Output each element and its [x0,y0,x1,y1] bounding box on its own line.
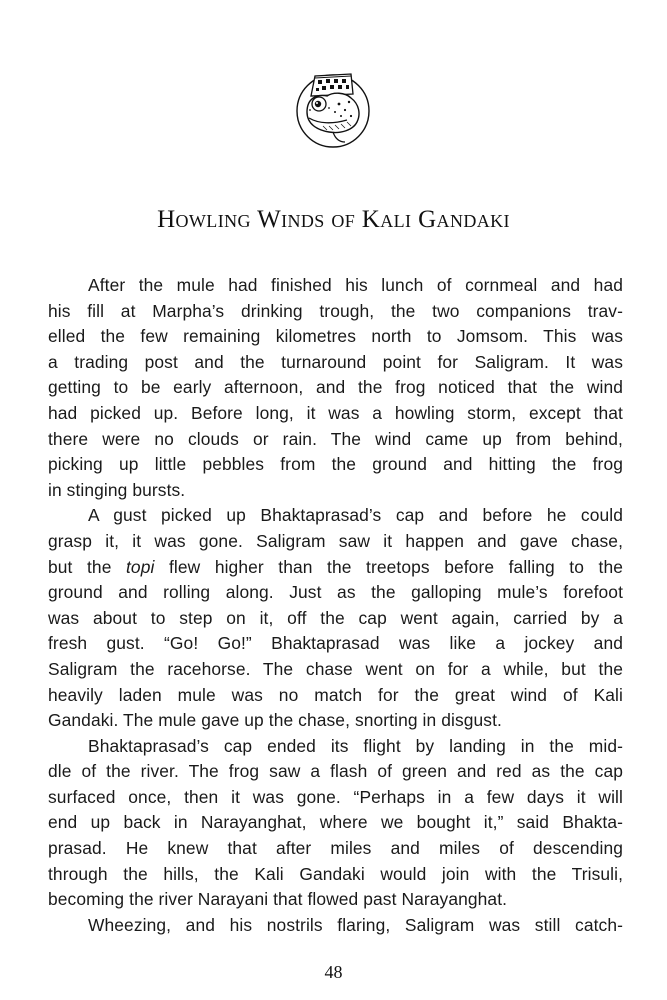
page-number: 48 [324,962,343,982]
text-line: heavily laden mule was no match for the great wind of Kali [48,684,623,705]
text-segment: flew higher than the treetops before falling to the [154,556,623,577]
text-line: prasad. He knew that after miles and miles of descending [48,838,623,859]
text-line: After the mule had finished his lunch of cornmeal and had [88,275,623,295]
text-line: through the hills, the Kali Gandaki would join with the Trisuli, [48,863,623,884]
text-segment: but the [48,556,126,577]
italic-word: topi [126,556,155,577]
text-line: picking up little pebbles from the ground and hitting the frog [48,454,623,475]
text-line: dle of the river. The frog saw a flash of green and red as the cap [48,761,623,782]
text-line: grasp it, it was gone. Saligram saw it happen and gave chase, [48,530,623,551]
paragraph [48,503,623,733]
text-line: Bhaktaprasad’s cap ended its flight by landing in the mid- [88,735,623,756]
text-line: becoming the river Narayani that flowed past Narayanghat. [48,889,508,910]
text-line: had picked up. Before long, it was a howling storm, except that [48,402,623,423]
text-line: Gandaki. The mule gave up the chase, snorting in disgust. [48,710,502,731]
text-line: was about to step on it, off the cap went again, carried by a [48,607,623,628]
text-line: ground and rolling along. Just as the galloping mule’s forefoot [48,582,623,603]
paragraph [48,913,623,939]
paragraph [48,273,623,503]
text-line: his fill at Marpha’s drinking trough, the two companions trav- [48,300,623,321]
text-line: fresh gust. “Go! Go!” Bhaktaprasad was like a jockey and [48,633,623,654]
frog-with-cap-icon [293,68,373,150]
text-line: Saligram the racehorse. The chase went on for a while, but the [48,658,623,679]
text-line: there were no clouds or rain. The wind came up from behind, [48,428,623,449]
text-line: in stinging bursts. [48,479,186,500]
chapter-title: Howling Winds of Kali Gandaki [157,206,510,233]
body-text [48,273,623,938]
text-line [48,555,623,581]
text-line: getting to be early afternoon, and the frog noticed that the wind [48,377,623,398]
paragraph [48,734,623,913]
text-line: surfaced once, then it was gone. “Perhaps in a few days it will [48,786,623,807]
text-line: end up back in Narayanghat, where we bought it,” said Bhakta- [48,812,623,833]
text-line: a trading post and the turnaround point for Saligram. It was [48,351,623,372]
text-line: elled the few remaining kilometres north to Jomsom. This was [48,326,623,347]
text-line: Wheezing, and his nostrils flaring, Saligram was still catch- [88,914,623,935]
text-line: A gust picked up Bhaktaprasad’s cap and before he could [88,505,623,526]
